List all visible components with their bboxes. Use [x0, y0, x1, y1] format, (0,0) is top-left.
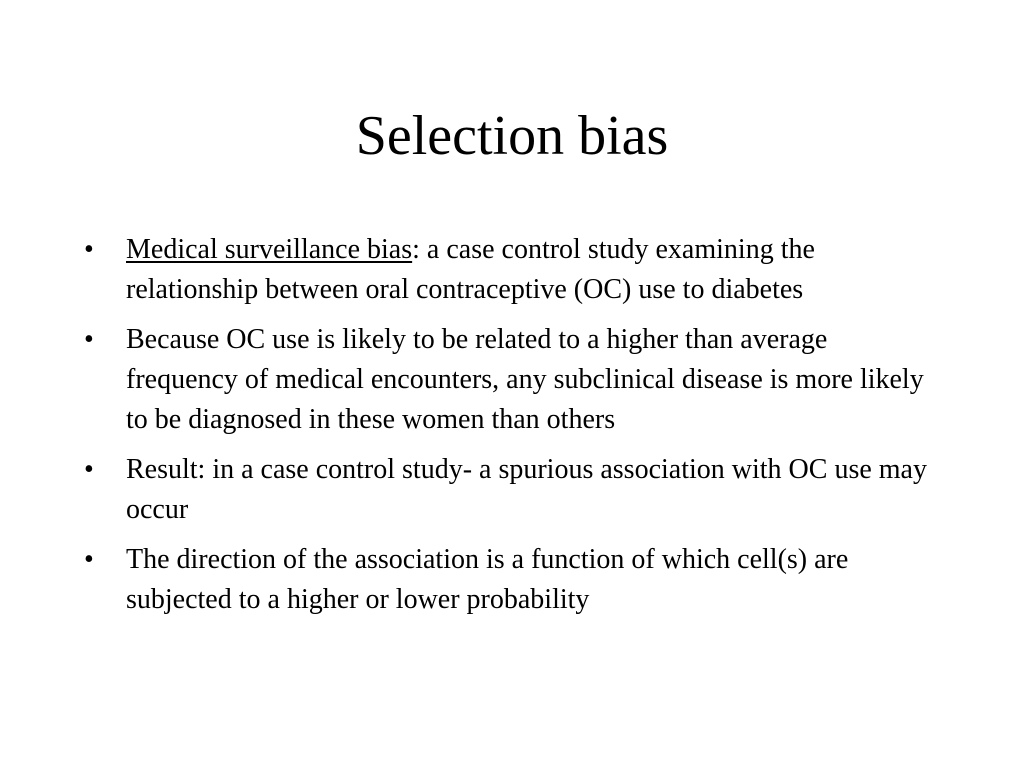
bullet-text: : a case control study examining the relationship between oral contraceptive (OC) use to diabetes [126, 234, 815, 305]
bullet-marker: • [84, 454, 94, 485]
bullet-text: The direction of the association is a function of which cell(s) are subjected to a higher or lower probability [126, 544, 849, 615]
bullet-text: Result: in a case control study- a spurious association with OC use may occur [126, 454, 927, 525]
bullet-marker: • [84, 234, 94, 265]
bullet-term-medical-surveillance-bias: Medical surveillance bias [126, 234, 413, 265]
bullet-list [84, 230, 944, 630]
bullet-item-direction [84, 540, 944, 620]
bullet-item-result [84, 450, 944, 530]
bullet-marker: • [84, 544, 94, 575]
bullet-text: Because OC use is likely to be related to a higher than average frequency of medical encounters, any subclinical disease is more likely to be diagnosed in these women than others [126, 324, 924, 435]
bullet-item-medical-surveillance-bias [84, 230, 944, 310]
slide-title: Selection bias [355, 105, 669, 167]
bullet-marker: • [84, 324, 94, 355]
bullet-item-oc-use-encounters [84, 320, 944, 440]
